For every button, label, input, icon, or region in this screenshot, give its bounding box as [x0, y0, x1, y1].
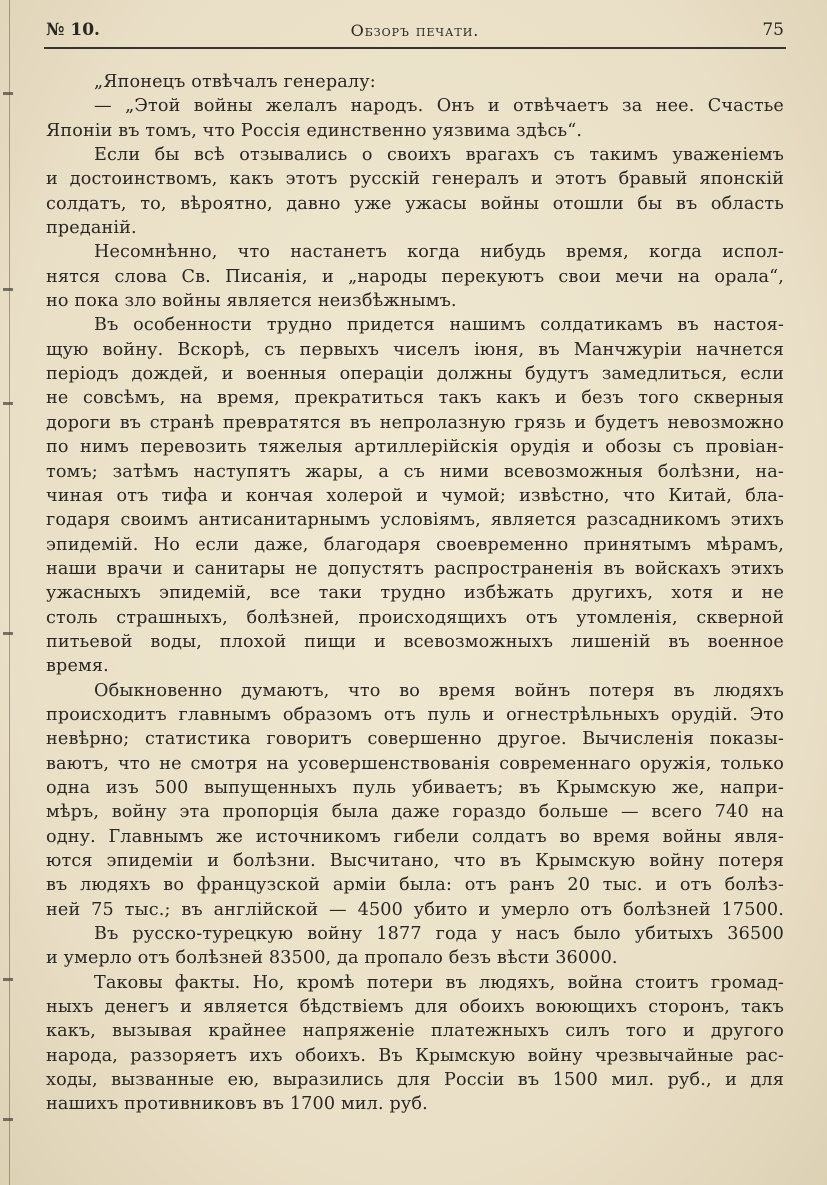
binding-stitch [3, 632, 13, 635]
journal-title: Обзоръ печати. [350, 21, 480, 40]
text-line: ужасныхъ эпидемій, все таки трудно избѣжать другихъ, хотя и не [46, 583, 784, 604]
text-line: не совсѣмъ, на время, прекратиться такъ какъ и безъ того скверныя [46, 388, 784, 409]
text-line: столь страшныхъ, болѣзней, происходящихъ отъ утомленія, скверной [46, 607, 784, 628]
text-line: томъ; затѣмъ наступятъ жары, а съ ними всевозможныя болѣзни, на- [46, 461, 784, 482]
text-line: и умерло отъ болѣзней 83500, да пропало безъ вѣсти 36000. [46, 948, 618, 969]
text-line: одна изъ 500 выпущенныхъ пуль убиваетъ; въ Крымскую же, напри- [46, 777, 784, 798]
binding-stitch [3, 1118, 13, 1121]
text-line: нашихъ противниковъ въ 1700 мил. руб. [46, 1094, 428, 1115]
text-line: дороги въ странѣ превратятся въ непролазную грязь и будетъ невозможно [46, 412, 784, 433]
binding-stitch [3, 288, 13, 291]
text-line: Таковы факты. Но, кромѣ потери въ людяхъ, война стоитъ громад- [94, 972, 784, 993]
text-line: Обыкновенно думаютъ, что во время войнъ потеря въ людяхъ [94, 680, 784, 701]
text-line: Въ особенности трудно придется нашимъ солдатикамъ въ настоя- [94, 315, 784, 336]
text-line: происходитъ главнымъ образомъ отъ пуль и огнестрѣльныхъ орудій. Это [46, 704, 784, 725]
text-line: но пока зло войны является неизбѣжнымъ. [46, 291, 457, 312]
text-line: наши врачи и санитары не допустятъ распространенія въ войскахъ этихъ [46, 558, 784, 579]
text-line: чиная отъ тифа и кончая холерой и чумой; извѣстно, что Китай, бла- [46, 485, 784, 506]
text-line: ныхъ денегъ и является бѣдствіемъ для обоихъ воюющихъ сторонъ, такъ [46, 997, 784, 1018]
text-line: Въ русско-турецкую войну 1877 года у насъ было убитыхъ 36500 [94, 924, 784, 945]
header-rule [44, 47, 786, 49]
issue-number: № 10. [46, 20, 100, 40]
text-line: мѣръ, войну эта пропорція была даже гораздо больше — всего 740 на [46, 802, 784, 823]
text-line: преданій. [46, 218, 137, 239]
text-line: ются эпидеміи и болѣзни. Высчитано, что въ Крымскую войну потеря [46, 851, 784, 871]
binding-thread [9, 0, 10, 1185]
text-line: въ людяхъ во французской арміи была: отъ ранъ 20 тыс. и отъ болѣз- [46, 875, 784, 896]
text-line: Несомнѣнно, что настанетъ когда нибудь время, когда испол- [94, 242, 784, 263]
text-line: Если бы всѣ отзывались о своихъ врагахъ съ такимъ уваженіемъ [94, 145, 784, 166]
text-line: одну. Главнымъ же источникомъ гибели солдатъ во время войны явля- [46, 826, 784, 847]
text-line: по нимъ перевозить тяжелыя артиллерійскія орудія и обозы съ провіан- [46, 437, 784, 458]
text-line: „Японецъ отвѣчалъ генералу: [94, 72, 376, 92]
article-body [46, 70, 784, 1117]
running-header [46, 20, 784, 46]
text-line: ходы, вызванные ею, выразились для Россіи въ 1500 мил. руб., и для [46, 1070, 784, 1091]
binding-stitch [3, 92, 13, 95]
text-line: народа, раззоряетъ ихъ обоихъ. Въ Крымскую войну чрезвычайные рас- [46, 1045, 784, 1066]
text-line: — „Этой войны желалъ народъ. Онъ и отвѣчаетъ за нее. Счастье [94, 96, 784, 117]
text-line: и достоинствомъ, какъ этотъ русскій генералъ и этотъ бравый японскій [46, 169, 784, 190]
text-line: щую войну. Вскорѣ, съ первыхъ чиселъ іюня, въ Манчжуріи начнется [46, 339, 784, 360]
text-line: время. [46, 656, 109, 677]
page-number: 75 [762, 20, 784, 40]
text-line: какъ, вызывая крайнее напряженіе платежныхъ силъ того и другого [46, 1021, 784, 1042]
text-line: невѣрно; статистика говоритъ совершенно другое. Вычисленія показы- [46, 729, 784, 750]
text-line: періодъ дождей, и военныя операціи должны будутъ замедлиться, если [46, 364, 784, 385]
text-line: ваютъ, что не смотря на усовершенствованія современнаго оружія, только [46, 753, 784, 774]
text-line: годаря своимъ антисанитарнымъ условіямъ, является разсадникомъ этихъ [46, 510, 784, 531]
text-line: Японіи въ томъ, что Россія единственно уязвима здѣсь“. [46, 120, 583, 141]
binding-stitch [3, 402, 13, 405]
text-line: нятся слова Св. Писанія, и „народы перекуютъ свои мечи на орала“, [46, 266, 784, 287]
text-line: эпидемій. Но если даже, благодаря своевременно принятымъ мѣрамъ, [46, 534, 784, 555]
binding-stitch [3, 978, 13, 981]
text-line: солдатъ, то, вѣроятно, давно уже ужасы войны отошли бы въ область [46, 193, 784, 214]
text-line: ней 75 тыс.; въ англійской — 4500 убито и умерло отъ болѣзней 17500. [46, 899, 784, 920]
text-line: питьевой воды, плохой пищи и всевозможныхъ лишеній въ военное [46, 631, 784, 652]
